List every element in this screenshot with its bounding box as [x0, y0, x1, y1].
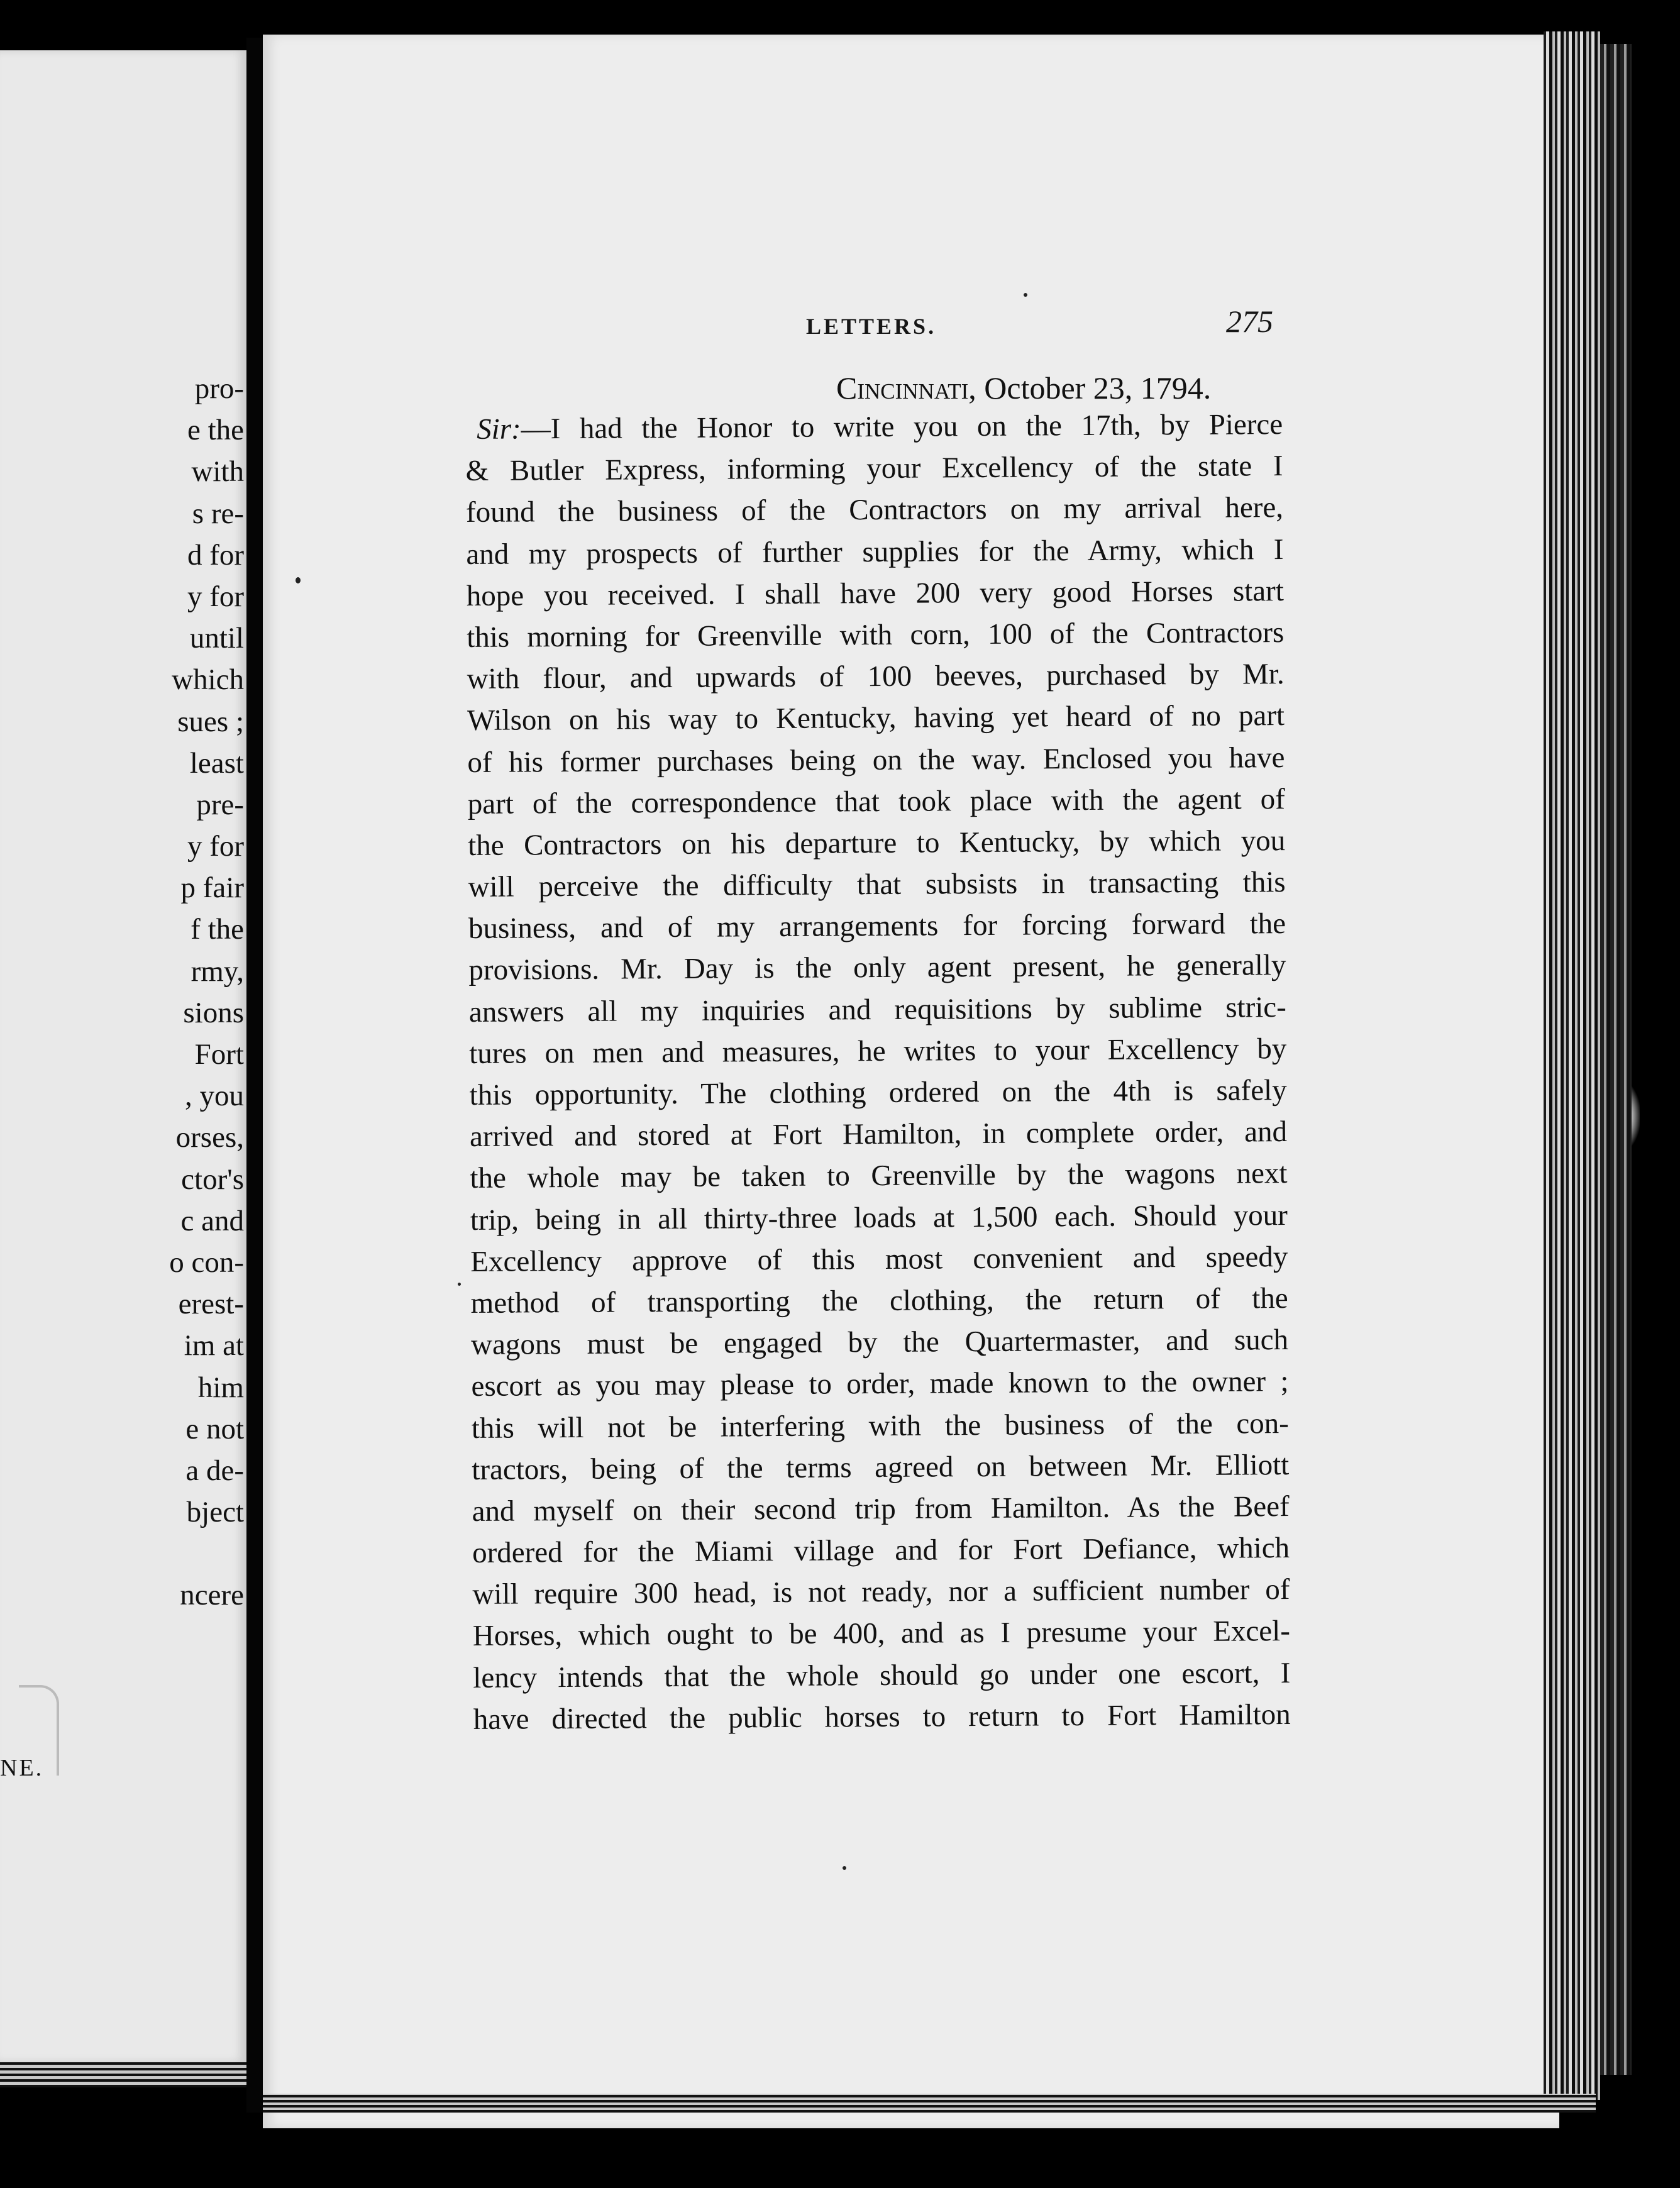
letter-line: will perceive the difficulty that subsists in transacting this [468, 866, 1286, 904]
left-page-line-fragment: until [189, 622, 244, 655]
letter-line: wagons must be engaged by the Quartermaster, and such [470, 1323, 1289, 1362]
left-page-line-fragment: a de- [185, 1454, 244, 1487]
left-page-line-fragment: f the [191, 913, 244, 946]
left-page-line-fragment: c and [180, 1204, 244, 1237]
left-page-line-fragment: least [189, 746, 244, 780]
page-stack-outer-edges [1600, 44, 1632, 2075]
letter-line: trip, being in all thirty-three loads at 1,500 each. Should your [470, 1198, 1288, 1237]
letter-line: lency intends that the whole should go under one escort, I [473, 1656, 1291, 1694]
left-page-line-fragment: sues ; [177, 705, 244, 738]
left-page-line-fragment: y for [187, 830, 244, 863]
left-facing-page [0, 50, 249, 2062]
left-page-line-fragment: e the [187, 414, 244, 447]
letter-line: this will not be interfering with the business of the con- [471, 1406, 1290, 1445]
left-page-line-fragment: pro- [194, 372, 244, 405]
running-head: LETTERS. [806, 314, 937, 339]
left-page-line-fragment: d for [187, 538, 244, 572]
letter-line: will require 300 head, is not ready, nor a sufficient number of [472, 1573, 1290, 1611]
letter-line: with flour, and upwards of 100 beeves, purchased by Mr. [467, 658, 1285, 696]
left-page-line-fragment: ctor's [181, 1163, 244, 1196]
letter-dateline [836, 370, 1211, 406]
letter-line: this opportunity. The clothing ordered on the 4th is safely [469, 1074, 1287, 1112]
letter-line: hope you received. I shall have 200 very good Horses start [466, 574, 1284, 612]
page-stack-edges [1544, 31, 1600, 2100]
letter-line: the whole may be taken to Greenville by the wagons next [470, 1157, 1288, 1195]
letter-line: the Contractors on his departure to Kentucky, by which you [468, 824, 1286, 862]
letter-line: answers all my inquiries and requisitions by sublime stric- [468, 990, 1286, 1029]
left-page-line-fragment: y for [187, 580, 244, 613]
left-page-line-fragment: which [172, 663, 244, 697]
letter-line: Wilson on his way to Kentucky, having yet heard of no part [467, 699, 1285, 738]
letter-body [465, 404, 1291, 1740]
left-page-line-fragment: rmy, [191, 954, 244, 988]
letter-salutation: Sir: [477, 412, 521, 446]
letter-line: tures on men and measures, he writes to your Excellency by [469, 1032, 1287, 1070]
paper-speck [296, 577, 301, 583]
left-page-line-fragment: bject [186, 1496, 244, 1529]
letter-line: business, and of my arrangements for forcing forward the [468, 907, 1286, 946]
left-page-line-fragment: orses, [175, 1121, 244, 1154]
left-page-line-fragment: , you [185, 1080, 244, 1113]
left-page-line-fragment: p fair [180, 871, 244, 905]
left-page-bottom-edge [0, 2062, 251, 2087]
left-page-line-fragment: o con- [169, 1246, 244, 1279]
left-page-line-fragment: ncere [180, 1579, 244, 1612]
letter-line: and my prospects of further supplies for the Army, which I [466, 533, 1284, 571]
letter-line: method of transporting the clothing, the return of the [470, 1281, 1288, 1320]
letter-line: & Butler Express, informing your Excellency of the state I [465, 450, 1283, 488]
dateline-date: October 23, 1794. [984, 370, 1212, 406]
left-page-line-fragment: sions [183, 996, 244, 1029]
left-page-text-column [0, 368, 246, 1616]
letter-line: tractors, being of the terms agreed on between Mr. Elliott [472, 1448, 1290, 1486]
left-page-line-fragment: with [191, 455, 244, 489]
letter-line: have directed the public horses to return to Fort Hamilton [473, 1698, 1291, 1736]
letter-line [465, 404, 1283, 450]
left-page-line-fragment: im at [184, 1329, 244, 1362]
letter-line: this morning for Greenville with corn, 100 of the Contractors [467, 616, 1285, 654]
dateline-place: Cincinnati, [836, 370, 976, 406]
letter-line: of his former purchases being on the way. Enclosed you have [467, 741, 1285, 779]
letter-line: Excellency approve of this most convenient and speedy [470, 1240, 1288, 1278]
letter-line: found the business of the Contractors on my arrival here, [465, 491, 1284, 529]
left-page-line-fragment: him [197, 1371, 244, 1404]
left-page-line-fragment: erest- [178, 1288, 244, 1321]
paper-speck [1024, 293, 1027, 297]
right-page-bottom-edge [263, 2094, 1596, 2113]
left-page-line-fragment: pre- [196, 788, 244, 821]
left-page-line-fragment: Fort [194, 1038, 244, 1071]
paper-speck [843, 1866, 846, 1870]
letter-line-text: —I had the Honor to write you on the 17th, by Pierce [521, 408, 1283, 446]
paper-speck [458, 1283, 461, 1286]
letter-line: arrived and stored at Fort Hamilton, in complete order, and [469, 1115, 1288, 1154]
letter-line: ordered for the Miami village and for Fort Defiance, which [472, 1532, 1290, 1570]
left-page-line-fragment [0, 1533, 246, 1574]
left-page-line-fragment: s re- [192, 497, 244, 530]
left-page-signature-fragment: NE. [0, 1755, 44, 1781]
letter-line: Horses, which ought to be 400, and as I presume your Excel- [472, 1615, 1291, 1653]
left-page-line-fragment: e not [185, 1412, 244, 1445]
letter-line: and myself on their second trip from Hamilton. As the Beef [472, 1489, 1290, 1528]
letter-line: provisions. Mr. Day is the only agent present, he generally [468, 949, 1286, 987]
letter-line: part of the correspondence that took place with the agent of [467, 782, 1285, 820]
page-number: 275 [1226, 304, 1273, 339]
letter-line: escort as you may please to order, made known to the owner ; [471, 1365, 1289, 1403]
